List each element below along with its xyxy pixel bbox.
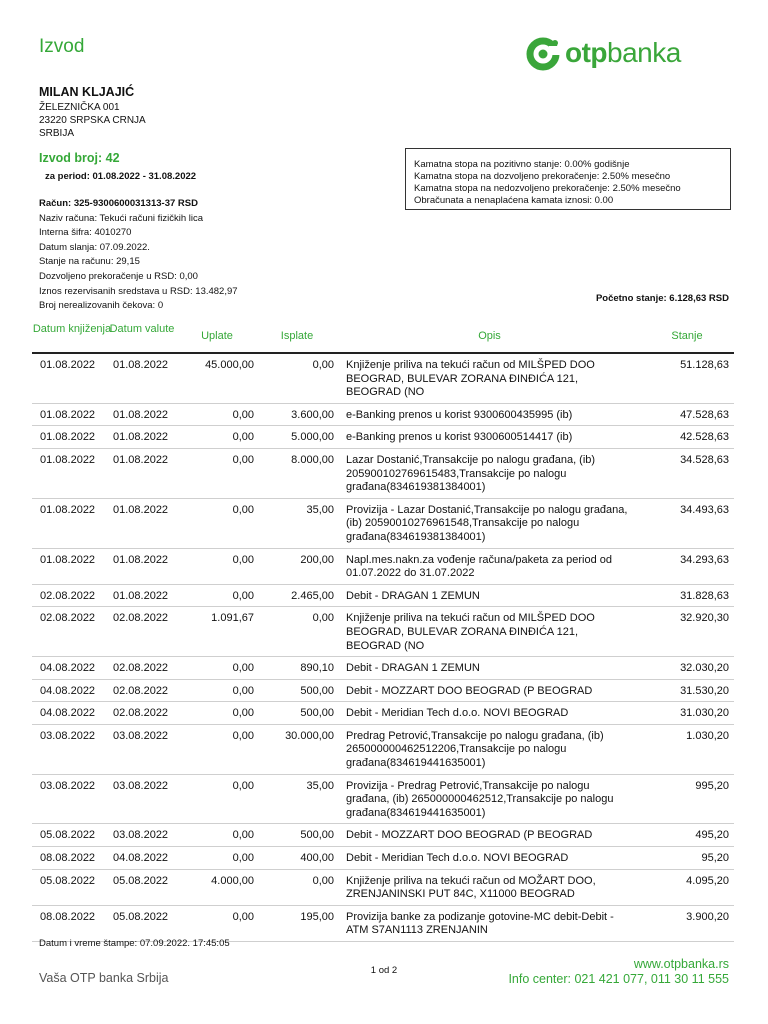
- debit-cell: 0,00: [312, 612, 334, 625]
- description-cell: Provizija banke za podizanje gotovine-MC debit-Debit - ATM S7AN1113 ZRENJANIN: [346, 910, 614, 937]
- print-timestamp: Datum i vreme štampe: 07.09.2022. 17:45:05: [39, 938, 230, 949]
- credit-cell: 0,00: [232, 589, 254, 602]
- value-date-cell: 01.08.2022: [113, 359, 169, 371]
- rate-line: Obračunata a nenaplaćena kamata iznosi: 0.00: [414, 195, 614, 206]
- booking-date-cell: 08.08.2022: [40, 910, 96, 923]
- debit-cell: 35,00: [306, 779, 334, 792]
- debit-cell: 0,00: [312, 359, 334, 371]
- header-debit: Isplate: [280, 330, 314, 342]
- debit-cell: 8.000,00: [291, 453, 334, 466]
- otp-logo-icon: [525, 36, 561, 72]
- debit-cell: 500,00: [300, 684, 334, 697]
- value-date-cell: 01.08.2022: [113, 431, 169, 444]
- value-date-cell: 03.08.2022: [113, 729, 169, 742]
- description-cell: Lazar Dostanić,Transakcije po nalogu građana, (ib) 205900102769615483,Transakcije po nalogu građana(834619381384001): [346, 453, 596, 494]
- table-row: [32, 847, 734, 870]
- table-header: [32, 320, 734, 354]
- description-cell: Knjiženje priliva na tekući račun od MOŽART DOO, ZRENJANINSKI PUT 84C, X11000 BEOGRAD: [346, 874, 596, 901]
- booking-date-cell: 05.08.2022: [40, 874, 96, 887]
- table-row: [32, 775, 734, 825]
- description-cell: Napl.mes.nakn.za vođenje računa/paketa za period od 01.07.2022 do 31.07.2022: [346, 553, 613, 580]
- unrealized-checks: Broj nerealizovanih čekova: 0: [39, 300, 164, 312]
- value-date-cell: 05.08.2022: [113, 910, 169, 923]
- credit-cell: 0,00: [232, 910, 254, 923]
- description-cell: Debit - MOZZART DOO BEOGRAD (P BEOGRAD: [346, 684, 593, 697]
- description-cell: Debit - Meridian Tech d.o.o. NOVI BEOGRAD: [346, 852, 569, 865]
- table-row: [32, 702, 734, 725]
- interest-rates-box: [405, 148, 731, 210]
- statement-number: Izvod broj: 42: [39, 151, 120, 165]
- value-date-cell: 02.08.2022: [113, 707, 169, 720]
- account-number: Račun: 325-9300600031313-37 RSD: [39, 198, 198, 209]
- value-date-cell: 01.08.2022: [113, 453, 169, 466]
- description-cell: Debit - MOZZART DOO BEOGRAD (P BEOGRAD: [346, 829, 593, 842]
- description-cell: Debit - DRAGAN 1 ZEMUN: [346, 662, 480, 675]
- header-value-date: Datum valute: [109, 323, 175, 335]
- table-row: [32, 499, 734, 549]
- balance-cell: 32.030,20: [680, 662, 729, 675]
- balance-cell: 1.030,20: [686, 729, 729, 742]
- balance-cell: 34.293,63: [680, 553, 729, 566]
- value-date-cell: 02.08.2022: [113, 684, 169, 697]
- booking-date-cell: 02.08.2022: [40, 612, 96, 625]
- header-booking-date: Datum knjiženja: [32, 323, 112, 335]
- rate-line: Kamatna stopa na nedozvoljeno prekoračenje: 2.50% mesečno: [414, 183, 681, 194]
- credit-cell: 0,00: [232, 829, 254, 842]
- description-cell: e-Banking prenos u korist 9300600435995 (ib): [346, 408, 573, 421]
- balance-cell: 47.528,63: [680, 408, 729, 421]
- booking-date-cell: 01.08.2022: [40, 359, 96, 371]
- table-row: [32, 585, 734, 608]
- debit-cell: 2.465,00: [291, 589, 334, 602]
- balance-cell: 3.900,20: [686, 910, 729, 923]
- info-center: Info center: 021 421 077, 011 30 11 555: [508, 972, 729, 986]
- table-row: [32, 906, 734, 942]
- booking-date-cell: 05.08.2022: [40, 829, 96, 842]
- description-cell: Provizija - Lazar Dostanić,Transakcije po nalogu građana, (ib) 20590010276961548,Transakcije po nalogu građana(834619381384001): [346, 503, 628, 543]
- account-info: [39, 197, 238, 314]
- description-cell: Predrag Petrović,Transakcije po nalogu građana, (ib) 265000000462512206,Transakcije po nalogu građana(834619441635001): [346, 729, 604, 770]
- balance-cell: 42.528,63: [680, 431, 729, 444]
- description-cell: Debit - DRAGAN 1 ZEMUN: [346, 589, 480, 602]
- debit-cell: 500,00: [300, 707, 334, 720]
- balance-cell: 51.128,63: [680, 359, 729, 371]
- balance-cell: 995,20: [695, 779, 729, 792]
- balance-cell: 31.030,20: [680, 707, 729, 720]
- credit-cell: 0,00: [232, 431, 254, 444]
- opening-balance: Početno stanje: 6.128,63 RSD: [595, 293, 729, 304]
- table-row: [32, 449, 734, 499]
- description-cell: Provizija - Predrag Petrović,Transakcije po nalogu građana, (ib) 265000000462512,Transakcije po nalogu građana(834619441635001): [346, 779, 614, 819]
- credit-cell: 0,00: [232, 729, 254, 742]
- website-link[interactable]: www.otpbanka.rs: [633, 957, 729, 971]
- sent-date: Datum slanja: 07.09.2022.: [39, 241, 150, 253]
- reserved-funds: Iznos rezervisanih sredstava u RSD: 13.482,97: [39, 285, 238, 297]
- debit-cell: 5.000,00: [291, 431, 334, 444]
- account-name: Naziv računa: Tekući računi fizičkih lica: [39, 212, 204, 224]
- booking-date-cell: 04.08.2022: [40, 684, 96, 697]
- balance-cell: 31.828,63: [680, 589, 729, 602]
- table-row: [32, 824, 734, 847]
- credit-cell: 0,00: [232, 503, 254, 516]
- credit-cell: 0,00: [232, 684, 254, 697]
- value-date-cell: 01.08.2022: [113, 408, 169, 421]
- value-date-cell: 04.08.2022: [113, 852, 169, 865]
- table-row: [32, 404, 734, 427]
- overdraft-limit: Dozvoljeno prekoračenje u RSD: 0,00: [39, 270, 198, 282]
- credit-cell: 4.000,00: [211, 874, 254, 887]
- credit-cell: 1.091,67: [211, 612, 254, 625]
- booking-date-cell: 04.08.2022: [40, 707, 96, 720]
- table-row: [32, 725, 734, 775]
- table-row: [32, 354, 734, 404]
- header-credit: Uplate: [201, 330, 233, 342]
- table-row: [32, 657, 734, 680]
- client-country: SRBIJA: [39, 128, 75, 139]
- booking-date-cell: 01.08.2022: [40, 453, 96, 466]
- value-date-cell: 03.08.2022: [113, 829, 169, 842]
- description-cell: Debit - Meridian Tech d.o.o. NOVI BEOGRAD: [346, 707, 569, 720]
- table-row: [32, 680, 734, 703]
- credit-cell: 0,00: [232, 453, 254, 466]
- value-date-cell: 01.08.2022: [113, 553, 169, 566]
- credit-cell: 0,00: [232, 408, 254, 421]
- booking-date-cell: 04.08.2022: [40, 662, 96, 675]
- debit-cell: 200,00: [300, 553, 334, 566]
- debit-cell: 30.000,00: [285, 729, 334, 742]
- credit-cell: 45.000,00: [205, 359, 254, 371]
- value-date-cell: 02.08.2022: [113, 612, 169, 625]
- document-title: Izvod: [39, 36, 85, 57]
- footer-contact: [430, 957, 729, 987]
- credit-cell: 0,00: [232, 707, 254, 720]
- debit-cell: 400,00: [300, 852, 334, 865]
- credit-cell: 0,00: [232, 553, 254, 566]
- client-address: [39, 84, 146, 140]
- client-name: MILAN KLJAJIĆ: [39, 85, 135, 99]
- booking-date-cell: 03.08.2022: [40, 729, 96, 742]
- client-city: 23220 SRPSKA CRNJA: [39, 115, 146, 126]
- header-balance: Stanje: [671, 330, 703, 342]
- rate-line: Kamatna stopa na pozitivno stanje: 0.00% godišnje: [414, 159, 630, 170]
- table-row: [32, 607, 734, 657]
- booking-date-cell: 01.08.2022: [40, 431, 96, 444]
- balance-cell: 31.530,20: [680, 684, 729, 697]
- value-date-cell: 01.08.2022: [113, 503, 169, 516]
- table-row: [32, 549, 734, 585]
- balance-cell: 495,20: [695, 829, 729, 842]
- balance-cell: 32.920,30: [680, 612, 729, 625]
- booking-date-cell: 02.08.2022: [40, 589, 96, 602]
- debit-cell: 195,00: [300, 910, 334, 923]
- description-cell: Knjiženje priliva na tekući račun od MILŠPED DOO BEOGRAD, BULEVAR ZORANA ĐINĐIĆA 121, BEOGRAD (NO: [346, 359, 595, 399]
- page-number: 1 od 2: [370, 965, 398, 976]
- description-cell: Knjiženje priliva na tekući račun od MILŠPED DOO BEOGRAD, BULEVAR ZORANA ĐINĐIĆA 121, BEOGRAD (NO: [346, 612, 595, 652]
- booking-date-cell: 03.08.2022: [40, 779, 96, 792]
- header-description: Opis: [478, 330, 501, 342]
- logo-text: otpbanka: [565, 37, 681, 68]
- table-row: [32, 870, 734, 906]
- value-date-cell: 05.08.2022: [113, 874, 169, 887]
- debit-cell: 0,00: [312, 874, 334, 887]
- description-cell: e-Banking prenos u korist 9300600514417 (ib): [346, 431, 573, 444]
- booking-date-cell: 08.08.2022: [40, 852, 96, 865]
- balance-cell: 95,20: [701, 852, 729, 865]
- internal-code: Interna šifra: 4010270: [39, 227, 132, 239]
- account-balance: Stanje na računu: 29,15: [39, 256, 140, 268]
- booking-date-cell: 01.08.2022: [40, 553, 96, 566]
- otp-bank-logo: [525, 36, 705, 72]
- credit-cell: 0,00: [232, 779, 254, 792]
- rate-line: Kamatna stopa na dozvoljeno prekoračenje: 2.50% mesečno: [414, 171, 671, 182]
- booking-date-cell: 01.08.2022: [40, 408, 96, 421]
- debit-cell: 500,00: [300, 829, 334, 842]
- balance-cell: 34.528,63: [680, 453, 729, 466]
- booking-date-cell: 01.08.2022: [40, 503, 96, 516]
- bank-name: Vaša OTP banka Srbija: [39, 971, 169, 985]
- balance-cell: 34.493,63: [680, 503, 729, 516]
- value-date-cell: 01.08.2022: [113, 589, 169, 602]
- table-body: [32, 354, 734, 942]
- credit-cell: 0,00: [232, 662, 254, 675]
- debit-cell: 890,10: [300, 662, 334, 675]
- table-row: [32, 426, 734, 449]
- credit-cell: 0,00: [232, 852, 254, 865]
- transactions-table: [32, 320, 734, 942]
- value-date-cell: 02.08.2022: [113, 662, 169, 675]
- debit-cell: 3.600,00: [291, 408, 334, 421]
- statement-period: za period: 01.08.2022 - 31.08.2022: [45, 171, 197, 182]
- client-street: ŽELEZNIČKA 001: [39, 102, 120, 113]
- balance-cell: 4.095,20: [686, 874, 729, 887]
- debit-cell: 35,00: [306, 503, 334, 516]
- value-date-cell: 03.08.2022: [113, 779, 169, 792]
